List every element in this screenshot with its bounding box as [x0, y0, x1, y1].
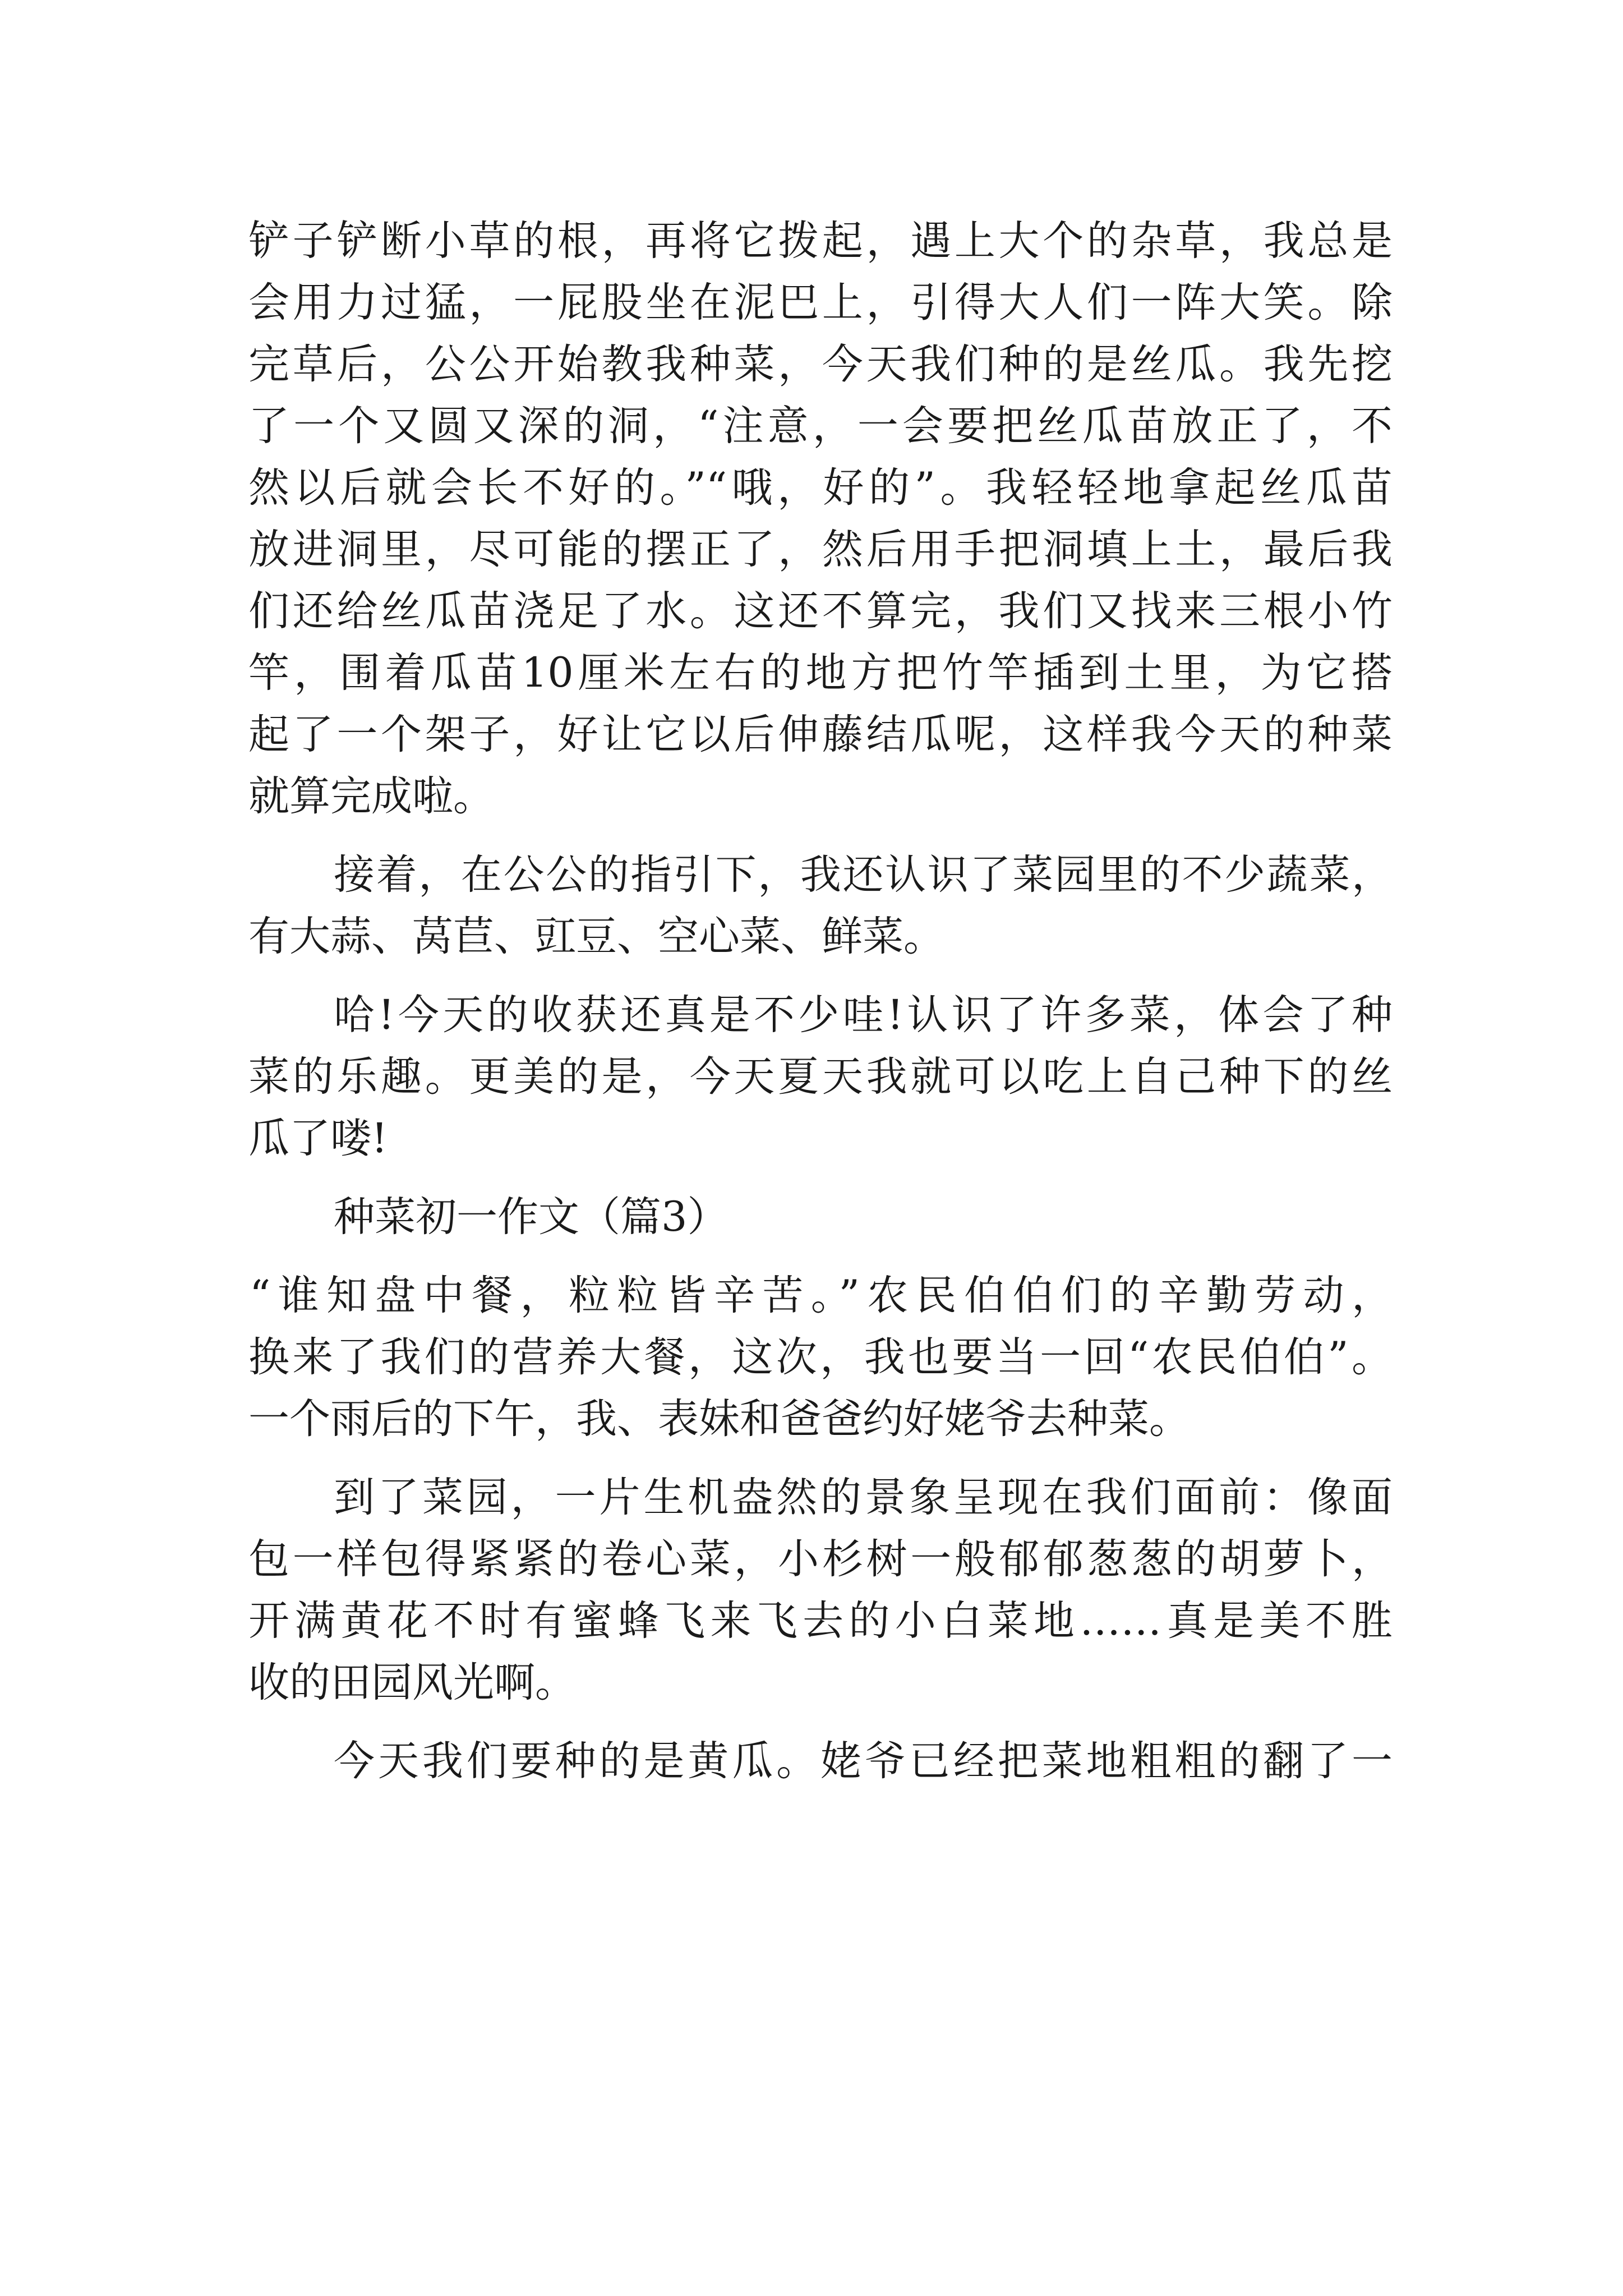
text-line: 有大蒜、莴苣、豇豆、空心菜、鲜菜。 — [248, 913, 944, 960]
text-line: 们还给丝瓜苗浇足了水。这还不算完，我们又找来三根小竹 — [248, 587, 1393, 635]
text-line: 一个雨后的下午，我、表妹和爸爸约好姥爷去种菜。 — [248, 1395, 1190, 1443]
text-line: 然以后就会长不好的。”“哦，好的”。我轻轻地拿起丝瓜苗 — [248, 464, 1393, 512]
text-line: 竿，围着瓜苗10厘米左右的地方把竹竿插到土里，为它搭 — [248, 649, 1393, 697]
text-line: 开满黄花不时有蜜蜂飞来飞去的小白菜地……真是美不胜 — [248, 1597, 1393, 1645]
paragraph-first-line: 接着，在公公的指引下，我还认识了菜园里的不少蔬菜， — [334, 851, 1393, 899]
paragraph-first-line: 今天我们要种的是黄瓜。姥爷已经把菜地粗粗的翻了一 — [334, 1737, 1393, 1785]
text-line: 会用力过猛，一屁股坐在泥巴上，引得大人们一阵大笑。除 — [248, 279, 1393, 326]
text-line: 包一样包得紧紧的卷心菜，小杉树一般郁郁葱葱的胡萝卜， — [248, 1535, 1393, 1583]
text-line: 放进洞里，尽可能的摆正了，然后用手把洞填上土，最后我 — [248, 526, 1393, 573]
text-line: 瓜了喽! — [248, 1115, 388, 1162]
text-line: 收的田园风光啊。 — [248, 1659, 576, 1706]
text-line: 了一个又圆又深的洞，“注意，一会要把丝瓜苗放正了，不 — [248, 402, 1393, 450]
paragraph-first-line: 哈!今天的收获还真是不少哇!认识了许多菜，体会了种 — [334, 991, 1393, 1039]
paragraph-first-line: 到了菜园，一片生机盎然的景象呈现在我们面前：像面 — [334, 1474, 1393, 1521]
section-heading: 种菜初一作文（篇3） — [334, 1193, 728, 1241]
text-line: 换来了我们的营养大餐，这次，我也要当一回“农民伯伯”。 — [248, 1333, 1393, 1381]
text-line: 就算完成啦。 — [248, 772, 494, 820]
text-line: 起了一个架子，好让它以后伸藤结瓜呢，这样我今天的种菜 — [248, 711, 1393, 758]
text-line: 菜的乐趣。更美的是，今天夏天我就可以吃上自己种下的丝 — [248, 1053, 1393, 1101]
text-line: 铲子铲断小草的根，再将它拨起，遇上大个的杂草，我总是 — [248, 217, 1393, 265]
text-line: 完草后，公公开始教我种菜，今天我们种的是丝瓜。我先挖 — [248, 341, 1393, 388]
paragraph-first-line: “谁知盘中餐，粒粒皆辛苦。”农民伯伯们的辛勤劳动， — [250, 1272, 1393, 1319]
